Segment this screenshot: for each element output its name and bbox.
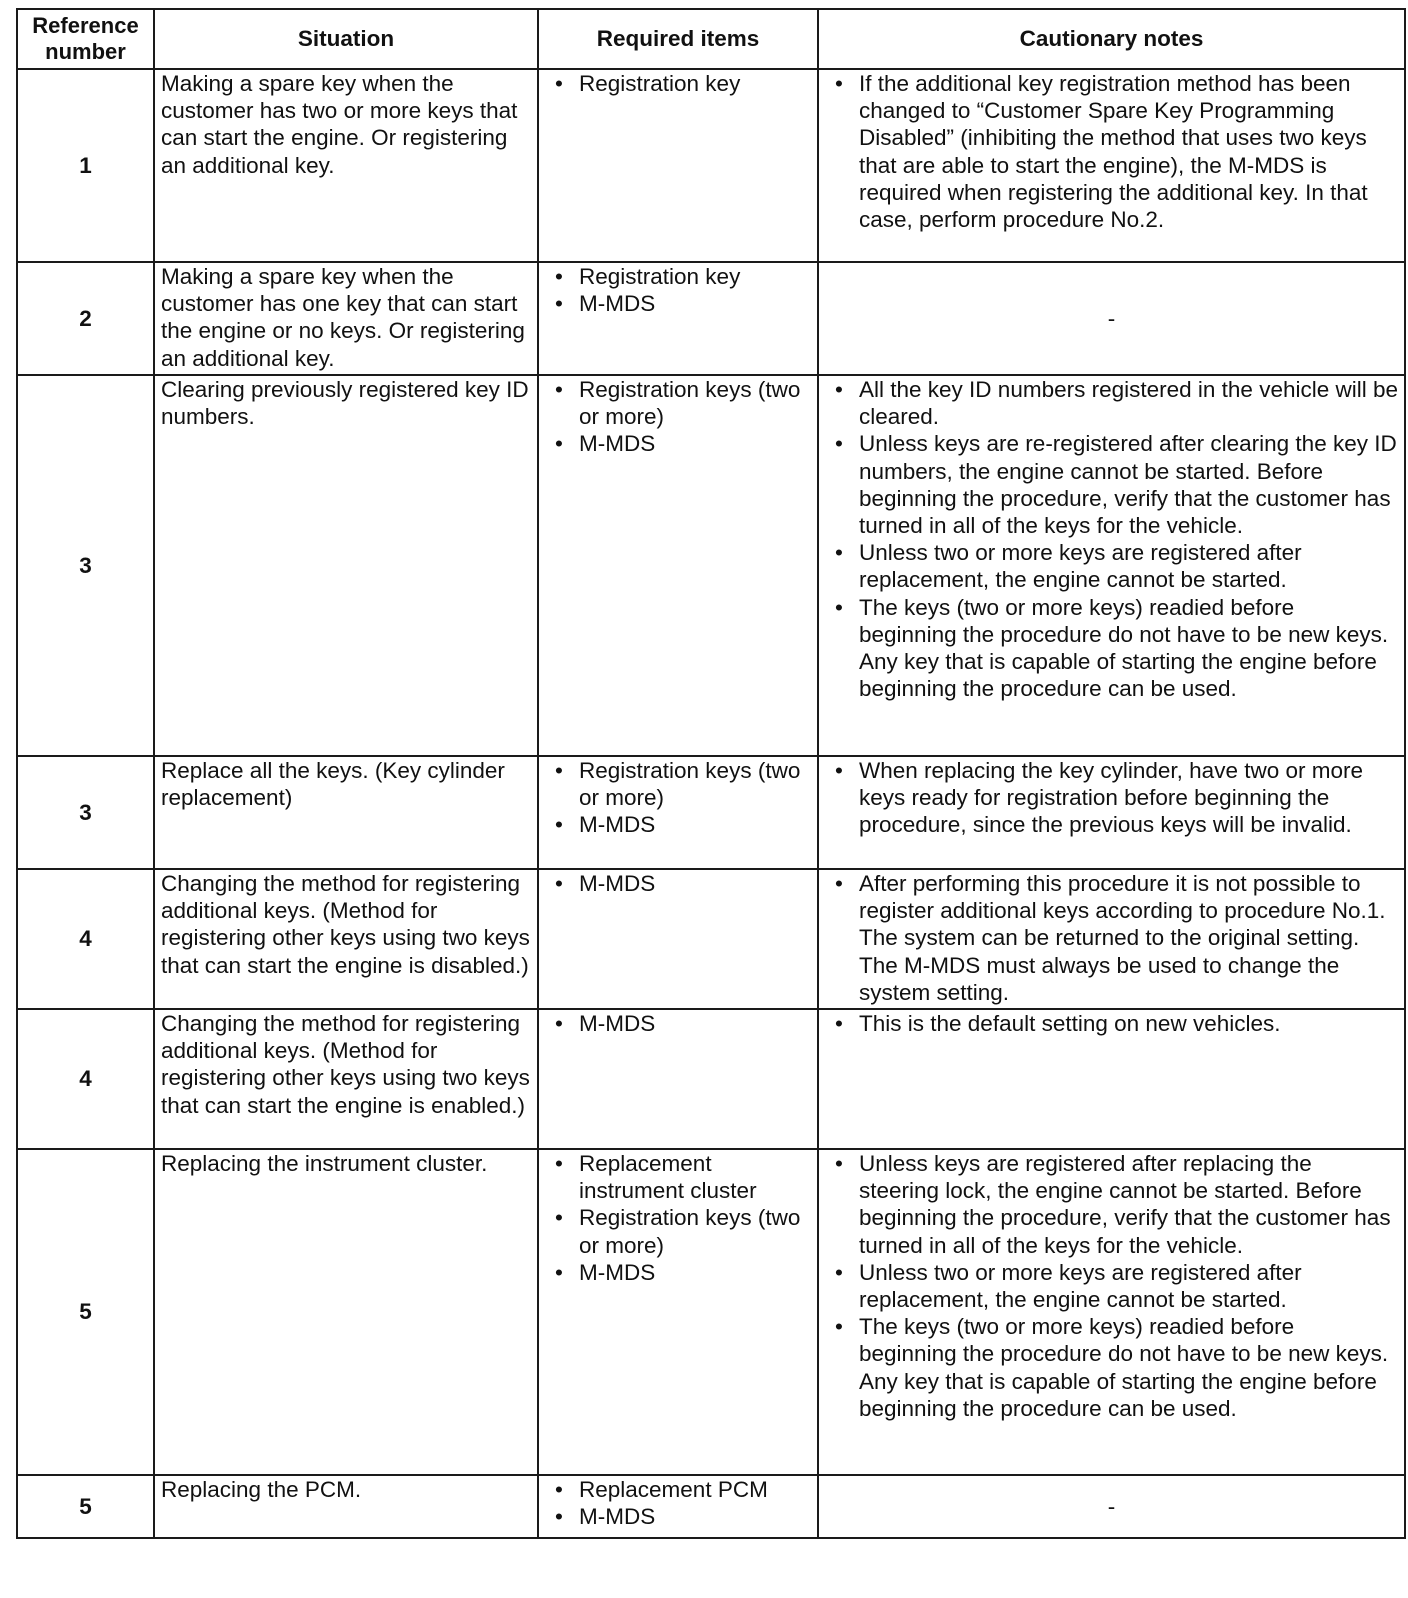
- cautionary-note: • When replacing the key cylinder, have two or more keys ready for registration before beginning the procedure, since the previous keys will be invalid.: [819, 757, 1398, 839]
- cautionary-note: • All the key ID numbers registered in the vehicle will be cleared.: [819, 376, 1398, 430]
- required-item: • Registration key: [539, 70, 811, 97]
- situation-cell: Changing the method for registering additional keys. (Method for registering other keys using two keys that can start the engine is enabled.): [154, 1009, 538, 1149]
- table-row: [17, 756, 1405, 869]
- required-items-cell: [538, 375, 818, 756]
- cautionary-notes-cell: [818, 375, 1405, 756]
- table-row: [17, 1009, 1405, 1149]
- cautionary-notes-cell: [818, 69, 1405, 262]
- document-page: [16, 8, 1404, 1539]
- situation-cell: Replacing the instrument cluster.: [154, 1149, 538, 1475]
- required-item: • Replacement instrument cluster: [539, 1150, 811, 1204]
- situation-cell: Replace all the keys. (Key cylinder replacement): [154, 756, 538, 869]
- required-item: • M-MDS: [539, 1503, 811, 1530]
- table-row: [17, 375, 1405, 756]
- cautionary-notes-list: [819, 376, 1398, 702]
- cautionary-note: • Unless two or more keys are registered after replacement, the engine cannot be started.: [819, 539, 1398, 593]
- situation-cell: Replacing the PCM.: [154, 1475, 538, 1538]
- situation-cell: Making a spare key when the customer has one key that can start the engine or no keys. Or registering an additional key.: [154, 262, 538, 375]
- required-items-cell: [538, 1009, 818, 1149]
- cautionary-note: • If the additional key registration method has been changed to “Customer Spare Key Programming Disabled” (inhibiting the method that uses two keys that are able to start the engine), the M-MDS is required when registering the additional key. In that case, perform procedure No.2.: [819, 70, 1398, 233]
- reference-number-cell: 5: [17, 1149, 154, 1475]
- reference-number-cell: 2: [17, 262, 154, 375]
- situation-cell: Changing the method for registering additional keys. (Method for registering other keys using two keys that can start the engine is disabled.): [154, 869, 538, 1009]
- required-items-cell: [538, 69, 818, 262]
- reference-number-cell: 4: [17, 1009, 154, 1149]
- header-required-items: Required items: [538, 9, 818, 69]
- reference-number-cell: 3: [17, 375, 154, 756]
- cautionary-notes-cell: [818, 756, 1405, 869]
- cautionary-notes-empty-dash: -: [818, 262, 1405, 375]
- header-cautionary-notes: Cautionary notes: [818, 9, 1405, 69]
- required-item: • M-MDS: [539, 870, 811, 897]
- table-row: [17, 1149, 1405, 1475]
- required-items-cell: [538, 1475, 818, 1538]
- required-item: • M-MDS: [539, 290, 811, 317]
- cautionary-notes-list: [819, 1010, 1398, 1037]
- cautionary-note: • Unless keys are registered after replacing the steering lock, the engine cannot be started. Before beginning the procedure, verify that the customer has turned in all of the keys for the vehicle.: [819, 1150, 1398, 1259]
- required-items-list: [539, 70, 811, 97]
- cautionary-notes-list: [819, 1150, 1398, 1422]
- required-item: • M-MDS: [539, 1259, 811, 1286]
- table-row: [17, 869, 1405, 1009]
- header-reference-number: Reference number: [17, 9, 154, 69]
- required-item: • Replacement PCM: [539, 1476, 811, 1503]
- cautionary-notes-empty-dash: -: [818, 1475, 1405, 1538]
- required-items-list: [539, 870, 811, 897]
- cautionary-notes-cell: [818, 1149, 1405, 1475]
- cautionary-note: • The keys (two or more keys) readied before beginning the procedure do not have to be new keys. Any key that is capable of starting the engine before beginning the procedure can be used.: [819, 1313, 1398, 1422]
- required-item: • Registration keys (two or more): [539, 1204, 811, 1258]
- required-items-list: [539, 376, 811, 458]
- header-situation: Situation: [154, 9, 538, 69]
- situation-cell: Clearing previously registered key ID numbers.: [154, 375, 538, 756]
- cautionary-note: • This is the default setting on new vehicles.: [819, 1010, 1398, 1037]
- required-item: • Registration keys (two or more): [539, 757, 811, 811]
- reference-number-cell: 5: [17, 1475, 154, 1538]
- situation-cell: Making a spare key when the customer has two or more keys that can start the engine. Or registering an additional key.: [154, 69, 538, 262]
- cautionary-notes-cell: [818, 869, 1405, 1009]
- required-items-list: [539, 757, 811, 839]
- table-row: [17, 1475, 1405, 1538]
- cautionary-note: • Unless keys are re-registered after clearing the key ID numbers, the engine cannot be started. Before beginning the procedure, verify that the customer has turned in all of the keys for the vehicle.: [819, 430, 1398, 539]
- key-registration-table: [16, 8, 1406, 1539]
- required-items-cell: [538, 756, 818, 869]
- required-item: • M-MDS: [539, 430, 811, 457]
- table-row: [17, 69, 1405, 262]
- cautionary-notes-cell: [818, 1009, 1405, 1149]
- required-items-cell: [538, 1149, 818, 1475]
- required-item: • Registration keys (two or more): [539, 376, 811, 430]
- required-items-list: [539, 1476, 811, 1530]
- required-item: • Registration key: [539, 263, 811, 290]
- required-item: • M-MDS: [539, 1010, 811, 1037]
- cautionary-notes-list: [819, 757, 1398, 839]
- required-items-list: [539, 263, 811, 317]
- cautionary-notes-list: [819, 870, 1398, 1006]
- required-items-list: [539, 1150, 811, 1286]
- reference-number-cell: 4: [17, 869, 154, 1009]
- required-items-cell: [538, 869, 818, 1009]
- reference-number-cell: 1: [17, 69, 154, 262]
- cautionary-note: • After performing this procedure it is not possible to register additional keys according to procedure No.1. The system can be returned to the original setting. The M-MDS must always be used to change the system setting.: [819, 870, 1398, 1006]
- required-item: • M-MDS: [539, 811, 811, 838]
- cautionary-note: • Unless two or more keys are registered after replacement, the engine cannot be started.: [819, 1259, 1398, 1313]
- cautionary-notes-list: [819, 70, 1398, 233]
- required-items-cell: [538, 262, 818, 375]
- required-items-list: [539, 1010, 811, 1037]
- header-row: [17, 9, 1405, 69]
- cautionary-note: • The keys (two or more keys) readied before beginning the procedure do not have to be new keys. Any key that is capable of starting the engine before beginning the procedure can be used.: [819, 594, 1398, 703]
- reference-number-cell: 3: [17, 756, 154, 869]
- table-row: [17, 262, 1405, 375]
